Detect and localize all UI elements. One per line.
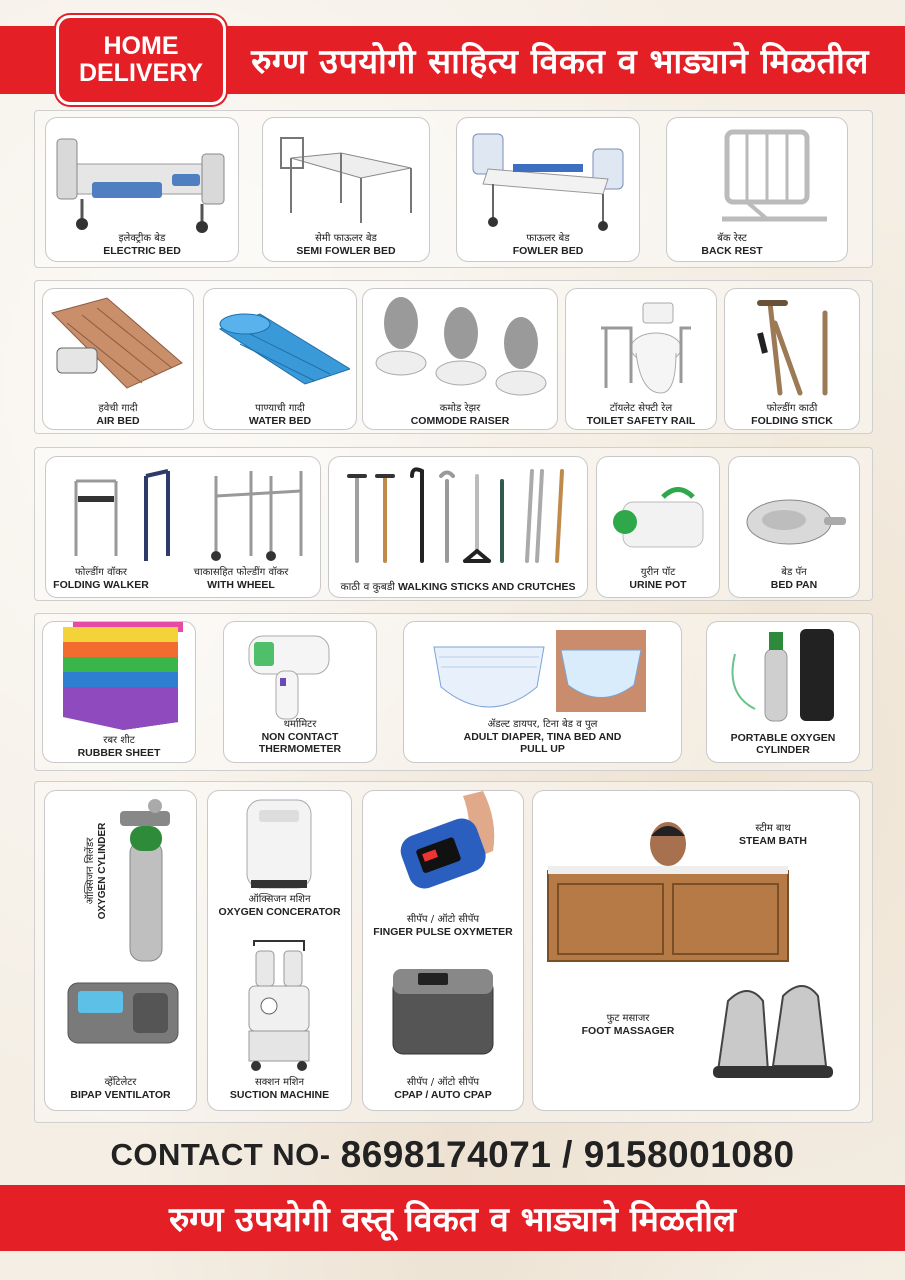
concentrator-mr: ऑक्सिजन मशिन	[248, 894, 311, 905]
walking-sticks-mr: काठी व कुबडी	[340, 581, 396, 593]
water-bed-image	[210, 299, 350, 399]
toilet-rail-en: TOILET SAFETY RAIL	[586, 415, 696, 427]
suction-machine-image	[234, 936, 324, 1076]
back-rest-en: BACK REST	[701, 245, 763, 257]
fowler-bed-en: FOWLER BED	[512, 245, 584, 257]
suction-mr: सक्शन मशिन	[254, 1077, 305, 1088]
oxygen-cylinder-en: OXYGEN CYLINDER	[97, 822, 108, 920]
product-oxygen-bipap[interactable]	[44, 790, 197, 1111]
product-walking-sticks[interactable]	[328, 456, 588, 598]
air-bed-mr: हवेची गादी	[98, 403, 138, 414]
bipap-image	[63, 973, 183, 1053]
diaper-image	[429, 637, 549, 727]
foot-massager-en: FOOT MASSAGER	[581, 1025, 675, 1037]
back-rest-mr: बॅक रेस्ट	[717, 233, 747, 244]
pull-up-photo	[556, 630, 646, 712]
thermometer-image	[244, 626, 344, 721]
oximeter-image	[373, 791, 513, 901]
cpap-en: CPAP / AUTO CPAP	[394, 1089, 492, 1101]
oxygen-cylinder-mr: ऑक्सिजन सिलेंडर	[85, 837, 96, 905]
semi-fowler-bed-mr: सेमी फाऊलर बेड	[315, 233, 377, 244]
air-bed-image	[47, 293, 187, 403]
back-rest-image	[707, 124, 837, 234]
rubber-sheet-image	[63, 622, 183, 732]
diaper-en1: ADULT DIAPER, TINA BED AND	[463, 731, 622, 743]
product-air-bed[interactable]	[42, 288, 194, 430]
thermometer-en2: THERMOMETER	[258, 743, 342, 755]
badge-line1: HOME	[103, 32, 179, 60]
electric-bed-mr: इलेक्ट्रीक बेड	[118, 233, 166, 244]
product-thermometer[interactable]	[223, 621, 377, 763]
contact-line	[0, 1132, 905, 1178]
electric-bed-en: ELECTRIC BED	[103, 245, 181, 257]
product-urine-pot[interactable]	[596, 456, 720, 598]
portable-oxygen-en2: CYLINDER	[756, 744, 810, 756]
contact-label: CONTACT NO-	[110, 1137, 331, 1172]
semi-fowler-bed-en: SEMI FOWLER BED	[296, 245, 396, 257]
rubber-sheet-en: RUBBER SHEET	[77, 747, 161, 759]
commode-raiser-en: COMMODE RAISER	[410, 415, 510, 427]
footer-bar	[0, 1185, 905, 1251]
product-back-rest[interactable]	[666, 117, 848, 262]
bed-pan-en: BED PAN	[770, 579, 818, 591]
product-walkers[interactable]	[45, 456, 321, 598]
concentrator-en: OXYGEN CONCERATOR	[218, 906, 341, 918]
folding-walker-image	[56, 461, 176, 569]
product-adult-diaper[interactable]	[403, 621, 682, 763]
folding-stick-mr: फोल्डींग काठी	[766, 403, 818, 414]
bed-pan-image	[739, 487, 849, 557]
product-semi-fowler-bed[interactable]	[262, 117, 430, 262]
product-rubber-sheet[interactable]	[42, 621, 196, 763]
wheel-walker-image	[201, 461, 311, 569]
fowler-bed-image	[463, 124, 633, 234]
wheel-walker-en: WITH WHEEL	[207, 579, 275, 591]
oxygen-concentrator-image	[239, 795, 319, 895]
folding-walker-en: FOLDING WALKER	[53, 579, 149, 591]
product-bed-pan[interactable]	[728, 456, 860, 598]
foot-massager-image	[708, 971, 838, 1091]
steam-bath-mr: स्टीम बाथ	[755, 823, 791, 834]
oxygen-cylinder-image	[100, 796, 190, 966]
product-portable-oxygen[interactable]	[706, 621, 860, 763]
folding-stick-image	[740, 293, 850, 403]
folding-walker-mr: फोल्डींग वॉकर	[75, 567, 127, 578]
product-water-bed[interactable]	[203, 288, 357, 430]
portable-oxygen-en1: PORTABLE OXYGEN	[730, 732, 836, 744]
rubber-sheet-mr: रबर शीट	[103, 735, 135, 746]
oximeter-en: FINGER PULSE OXYMETER	[373, 926, 513, 938]
fowler-bed-mr: फाऊलर बेड	[526, 233, 570, 244]
toilet-rail-mr: टॉयलेट सेफ्टी रेल	[609, 403, 673, 414]
urine-pot-mr: युरीन पॉट	[640, 567, 676, 578]
folding-stick-en: FOLDING STICK	[751, 415, 833, 427]
product-fowler-bed[interactable]	[456, 117, 640, 262]
thermometer-en1: NON CONTACT	[261, 731, 339, 743]
walking-sticks-label	[329, 581, 587, 593]
footer-title: रुग्ण उपयोगी वस्तू विकत व भाड्याने मिळतील	[168, 1200, 737, 1240]
product-steam-foot[interactable]	[532, 790, 860, 1111]
home-delivery-badge	[56, 15, 226, 105]
header-title: रुग्ण उपयोगी साहित्य विकत व भाड्याने मिळतील	[251, 42, 869, 82]
commode-raiser-image	[371, 293, 551, 403]
suction-en: SUCTION MACHINE	[229, 1089, 330, 1101]
electric-bed-image	[52, 124, 232, 234]
portable-oxygen-image	[725, 624, 845, 724]
air-bed-en: AIR BED	[96, 415, 140, 427]
contact-numbers[interactable]: 8698174071 / 9158001080	[340, 1134, 795, 1175]
product-toilet-safety-rail[interactable]	[565, 288, 717, 430]
toilet-rail-image	[581, 293, 701, 401]
bipap-mr: व्हेंटिलेटर	[104, 1077, 137, 1088]
product-folding-stick[interactable]	[724, 288, 860, 430]
semi-fowler-bed-image	[271, 128, 421, 228]
urine-pot-image	[603, 477, 713, 567]
bed-pan-mr: बेड पॅन	[781, 567, 807, 578]
badge-line2: DELIVERY	[78, 59, 204, 87]
diaper-mr: ॲडल्ट डायपर, टिना बेड व पुल	[487, 719, 598, 730]
walking-sticks-image	[337, 461, 577, 571]
oximeter-mr: सीपॅप / ऑटो सीपॅप	[406, 914, 480, 925]
cpap-image	[388, 959, 498, 1059]
wheel-walker-mr: चाकासहित फोल्डींग वॉकर	[193, 567, 289, 578]
urine-pot-en: URINE POT	[629, 579, 687, 591]
steam-bath-en: STEAM BATH	[738, 835, 808, 847]
water-bed-mr: पाण्याची गादी	[255, 403, 305, 414]
product-electric-bed[interactable]	[45, 117, 239, 262]
foot-massager-mr: फुट मसाजर	[606, 1013, 650, 1024]
diaper-en2: PULL UP	[520, 743, 565, 755]
product-oximeter-cpap[interactable]	[362, 790, 524, 1111]
thermometer-mr: थर्मामिटर	[283, 719, 317, 730]
walking-sticks-en: WALKING STICKS AND CRUTCHES	[397, 581, 576, 593]
commode-raiser-mr: कमोड रेझर	[439, 403, 481, 414]
cpap-mr: सीपॅप / ऑटो सीपॅप	[406, 1077, 480, 1088]
product-concentrator-suction[interactable]	[207, 790, 352, 1111]
water-bed-en: WATER BED	[248, 415, 312, 427]
product-commode-raiser[interactable]	[362, 288, 558, 430]
bipap-en: BIPAP VENTILATOR	[70, 1089, 171, 1101]
